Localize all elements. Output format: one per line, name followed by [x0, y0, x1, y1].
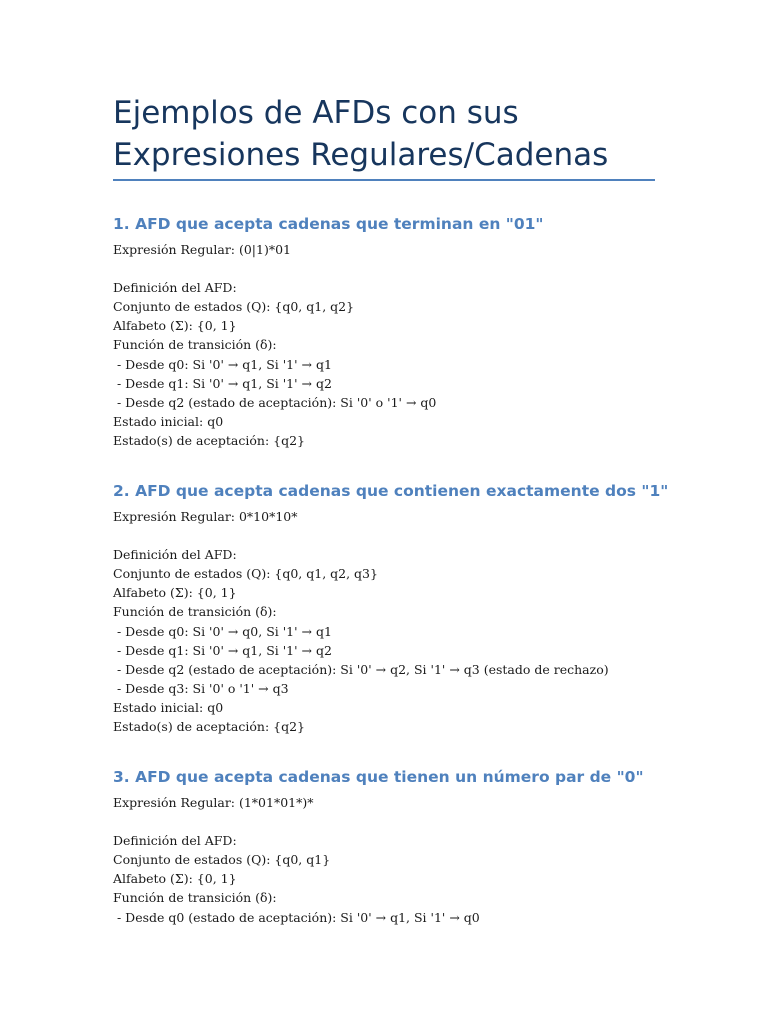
section-1 — [113, 213, 733, 450]
regex-line: Expresión Regular: (1*01*01*)* — [113, 795, 314, 810]
regex-line: Expresión Regular: 0*10*10* — [113, 509, 298, 524]
transition-line: - Desde q2 (estado de aceptación): Si '0' → q2, Si '1' → q3 (estado de rechazo) — [113, 661, 609, 677]
transition-label: Función de transición (δ): — [113, 890, 277, 906]
page-title: Ejemplos de AFDs con sus Expresiones Regulares/Cadenas — [113, 95, 609, 173]
blank-line — [113, 812, 733, 831]
section-3 — [113, 766, 733, 927]
definition-label: Definición del AFD: — [113, 833, 237, 849]
states-line: Conjunto de estados (Q): {q0, q1, q2} — [113, 299, 355, 315]
transition-label: Función de transición (δ): — [113, 337, 277, 353]
states-line: Conjunto de estados (Q): {q0, q1} — [113, 852, 331, 868]
transition-line: - Desde q1: Si '0' → q1, Si '1' → q2 — [113, 375, 332, 391]
transition-line: - Desde q2 (estado de aceptación): Si '0' o '1' → q0 — [113, 394, 437, 410]
alphabet-line: Alfabeto (Σ): {0, 1} — [113, 871, 237, 887]
states-line: Conjunto de estados (Q): {q0, q1, q2, q3} — [113, 566, 378, 582]
transition-line: - Desde q3: Si '0' o '1' → q3 — [113, 680, 289, 696]
transition-line: - Desde q0 (estado de aceptación): Si '0' → q1, Si '1' → q0 — [113, 909, 480, 925]
definition-label: Definición del AFD: — [113, 547, 237, 563]
definition-label: Definición del AFD: — [113, 280, 237, 296]
blank-line — [113, 259, 733, 278]
accepting-states-line: Estado(s) de aceptación: {q2} — [113, 719, 306, 735]
accepting-states-line: Estado(s) de aceptación: {q2} — [113, 432, 306, 448]
transition-line: - Desde q1: Si '0' → q1, Si '1' → q2 — [113, 642, 332, 658]
transition-line: - Desde q0: Si '0' → q1, Si '1' → q1 — [113, 356, 332, 372]
blank-line — [113, 526, 733, 545]
section-heading: 2. AFD que acepta cadenas que contienen exactamente dos "1" — [113, 482, 669, 500]
section-heading: 3. AFD que acepta cadenas que tienen un número par de "0" — [113, 768, 644, 786]
initial-state-line: Estado inicial: q0 — [113, 413, 224, 429]
section-2 — [113, 480, 733, 736]
title-underline — [113, 179, 655, 181]
transition-line: - Desde q0: Si '0' → q0, Si '1' → q1 — [113, 623, 332, 639]
transition-label: Función de transición (δ): — [113, 604, 277, 620]
section-heading: 1. AFD que acepta cadenas que terminan en "01" — [113, 215, 544, 233]
regex-line: Expresión Regular: (0|1)*01 — [113, 242, 292, 257]
alphabet-line: Alfabeto (Σ): {0, 1} — [113, 318, 237, 334]
alphabet-line: Alfabeto (Σ): {0, 1} — [113, 585, 237, 601]
initial-state-line: Estado inicial: q0 — [113, 699, 224, 715]
